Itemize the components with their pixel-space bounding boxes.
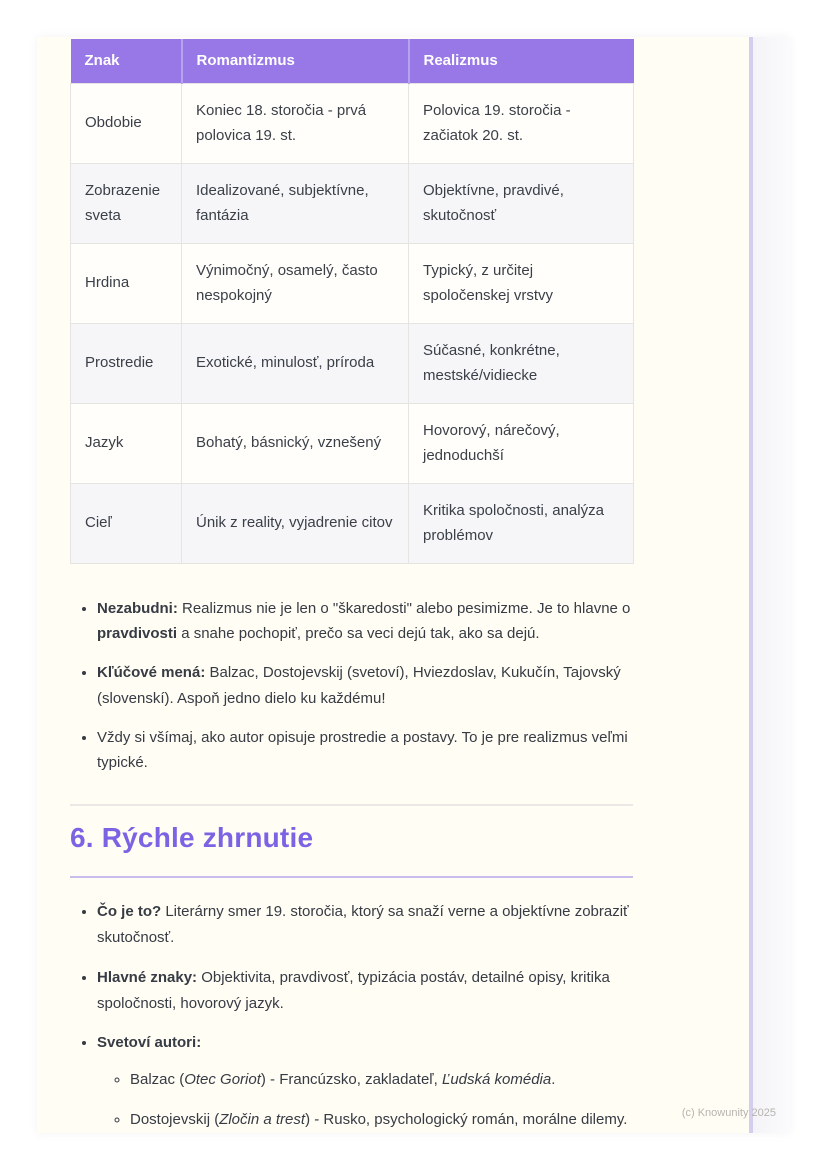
- table-cell: Cieľ: [71, 483, 182, 563]
- table-cell: Obdobie: [71, 83, 182, 163]
- table-cell: Výnimočný, osamelý, často nespokojný: [182, 243, 409, 323]
- section-divider: [70, 804, 633, 806]
- list-item: • Vždy si všímaj, ako autor opisuje prostredie a postavy. To je pre realizmus veľmi typické.: [97, 725, 633, 777]
- list-item: • Nezabudni: Realizmus nie je len o "škaredosti" alebo pesimizme. Je to hlavne o pravdivosti a snahe pochopiť, prečo sa veci dejú tak, ako sa dejú.: [97, 596, 633, 648]
- table-cell: Hovorový, nárečový, jednoduchší: [409, 403, 634, 483]
- section-heading: 6. Rýchle zhrnutie: [70, 822, 633, 878]
- page-edge-strip: [753, 37, 790, 1133]
- table-cell: Koniec 18. storočia - prvá polovica 19. st.: [182, 83, 409, 163]
- table-header-znak: Znak: [71, 39, 182, 83]
- table-row: [71, 163, 634, 243]
- table-cell: Exotické, minulosť, príroda: [182, 323, 409, 403]
- document-page: [37, 37, 790, 1133]
- table-row: [71, 403, 634, 483]
- table-cell: Zobrazenie sveta: [71, 163, 182, 243]
- list-item-label: Svetoví autori:: [97, 1034, 202, 1052]
- summary-list: [70, 899, 633, 1133]
- sublist-item: ◦ Balzac (Otec Goriot) - Francúzsko, zakladateľ, Ľudská komédia.: [130, 1067, 633, 1093]
- list-item: • Hlavné znaky: Objektivita, pravdivosť, typizácia postáv, detailné opisy, kritika spoločnosti, hovorový jazyk.: [97, 965, 633, 1017]
- table-header-row: [71, 39, 634, 83]
- list-item: • Kľúčové mená: Balzac, Dostojevskij (svetoví), Hviezdoslav, Kukučín, Tajovský (slovenskí). Aspoň jedno dielo ku každému!: [97, 660, 633, 712]
- table-cell: Bohatý, básnický, vznešený: [182, 403, 409, 483]
- table-cell: Polovica 19. storočia - začiatok 20. st.: [409, 83, 634, 163]
- comparison-table: [70, 39, 634, 564]
- table-cell: Únik z reality, vyjadrenie citov: [182, 483, 409, 563]
- table-cell: Typický, z určitej spoločenskej vrstvy: [409, 243, 634, 323]
- table-cell: Hrdina: [71, 243, 182, 323]
- notes-list: [70, 596, 633, 777]
- table-cell: Prostredie: [71, 323, 182, 403]
- authors-sublist: [97, 1067, 633, 1133]
- table-cell: Jazyk: [71, 403, 182, 483]
- table-cell: Objektívne, pravdivé, skutočnosť: [409, 163, 634, 243]
- table-row: [71, 483, 634, 563]
- table-cell: Súčasné, konkrétne, mestské/vidiecke: [409, 323, 634, 403]
- watermark: (c) Knowunity 2025: [681, 1107, 776, 1119]
- table-header-realizmus: Realizmus: [409, 39, 634, 83]
- table-row: [71, 323, 634, 403]
- table-row: [71, 243, 634, 323]
- table-cell: Kritika spoločnosti, analýza problémov: [409, 483, 634, 563]
- table-cell: Idealizované, subjektívne, fantázia: [182, 163, 409, 243]
- list-item: • Čo je to? Literárny smer 19. storočia, ktorý sa snaží verne a objektívne zobraziť skutočnosť.: [97, 899, 633, 951]
- document-content: [70, 39, 633, 1133]
- list-item: [97, 1030, 633, 1132]
- sublist-item: ◦ Dostojevskij (Zločin a trest) - Rusko, psychologický román, morálne dilemy.: [130, 1107, 633, 1133]
- table-row: [71, 83, 634, 163]
- table-header-romantizmus: Romantizmus: [182, 39, 409, 83]
